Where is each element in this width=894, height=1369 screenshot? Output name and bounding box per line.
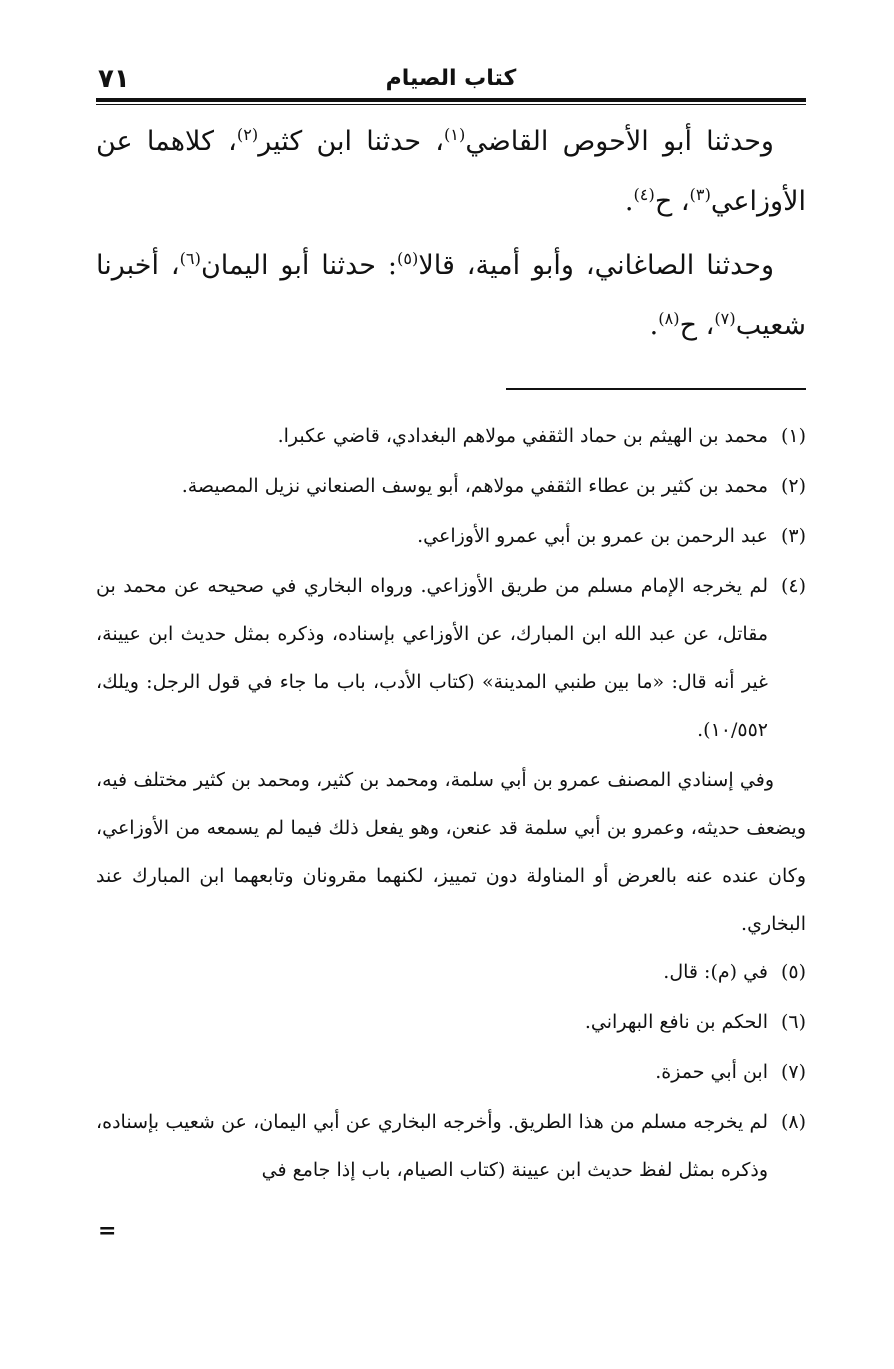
running-title: كتاب الصيام [385,66,517,91]
footnote-ref: (٢) [236,125,259,144]
footnote [96,562,806,754]
footnote-separator [506,388,806,390]
footnote [96,948,806,996]
footnote-continuation [96,756,806,948]
footnote-text: لم يخرجه مسلم من هذا الطريق. وأخرجه البخاري عن أبي اليمان، عن شعيب بإسناده، وذكره بمثل لفظ حديث ابن عيينة (كتاب الصيام، باب إذا جامع في [96,1111,768,1181]
text-run: ، ح [679,310,715,341]
footnote-number: (٣) [780,525,806,547]
text-run: وحدثنا الصاغاني، وأبو أمية، قالا [418,250,774,281]
header-rule-thin [96,104,806,105]
footnote-ref: (٣) [689,185,711,204]
footnote-ref: (١) [443,125,466,144]
main-paragraph-2 [96,236,806,356]
footnote-number: (٥) [780,961,806,983]
footnote-text: محمد بن الهيثم بن حماد الثقفي مولاهم البغدادي، قاضي عكبرا. [277,425,768,447]
footnote-text: ابن أبي حمزة. [655,1061,768,1083]
footnote-text: محمد بن كثير بن عطاء الثقفي مولاهم، أبو يوسف الصنعاني نزيل المصيصة. [181,475,768,497]
footnote-number: (٤) [780,575,806,597]
footnote [96,512,806,560]
footnote-text: في (م): قال. [663,961,768,983]
footnote-number: (٦) [780,1011,806,1033]
footnote-text: وفي إسنادي المصنف عمرو بن أبي سلمة، ومحمد بن كثير، ومحمد بن كثير مختلف فيه، ويضعف حديثه، وعمرو بن أبي سلمة قد عنعن، وهو يفعل ذلك فيما لم يسمعه من الأوزاعي، وكان عنده عنه بالعرض أو المناولة دون تمييز، لكنهما مقرونان وتابعهما ابن المبارك عند البخاري. [96,769,806,935]
main-text [96,112,806,360]
footnote [96,1098,806,1194]
main-paragraph-1 [96,112,806,232]
footnote-number: (٨) [780,1111,806,1133]
text-run: ، ح [654,186,690,217]
footnote-ref: (٥) [396,249,419,268]
footnote-ref: (٧) [714,309,736,328]
continuation-mark: = [98,1218,117,1244]
page-header [96,62,806,96]
header-rule [96,98,806,102]
footnote-ref: (٦) [179,249,201,268]
footnote-number: (٢) [780,475,806,497]
text-run: ، كلاهما عن الأوزاعي [96,126,806,217]
footnote-ref: (٤) [633,185,655,204]
footnote [96,412,806,460]
page-number: ٧١ [98,64,130,94]
text-run: : حدثنا أبو اليمان [200,250,397,281]
footnote-text: لم يخرجه الإمام مسلم من طريق الأوزاعي. ورواه البخاري في صحيحه عن محمد بن مقاتل، عن عبد الله ابن المبارك، عن الأوزاعي بإسناده، وذكره بمثل حديث ابن عيينة، غير أنه قال: «ما بين طنبي المدينة» (كتاب الأدب، باب ما جاء في قول الرجل: ويلك، ١٠/٥٥٢). [96,575,768,741]
footnote [96,1048,806,1096]
text-run: . [624,186,634,217]
text-run: . [649,310,659,341]
footnote-number: (٧) [780,1061,806,1083]
footnotes [96,412,806,1196]
text-run: ، حدثنا ابن كثير [258,126,444,157]
footnote [96,998,806,1046]
text-run: ، أخبرنا شعيب [96,250,806,341]
footnote-text: عبد الرحمن بن عمرو بن أبي عمرو الأوزاعي. [417,525,768,547]
footnote [96,462,806,510]
footnote-ref: (٨) [658,309,680,328]
text-run: وحدثنا أبو الأحوص القاضي [465,126,774,157]
footnote-number: (١) [780,425,806,447]
footnote-text: الحكم بن نافع البهراني. [584,1011,768,1033]
